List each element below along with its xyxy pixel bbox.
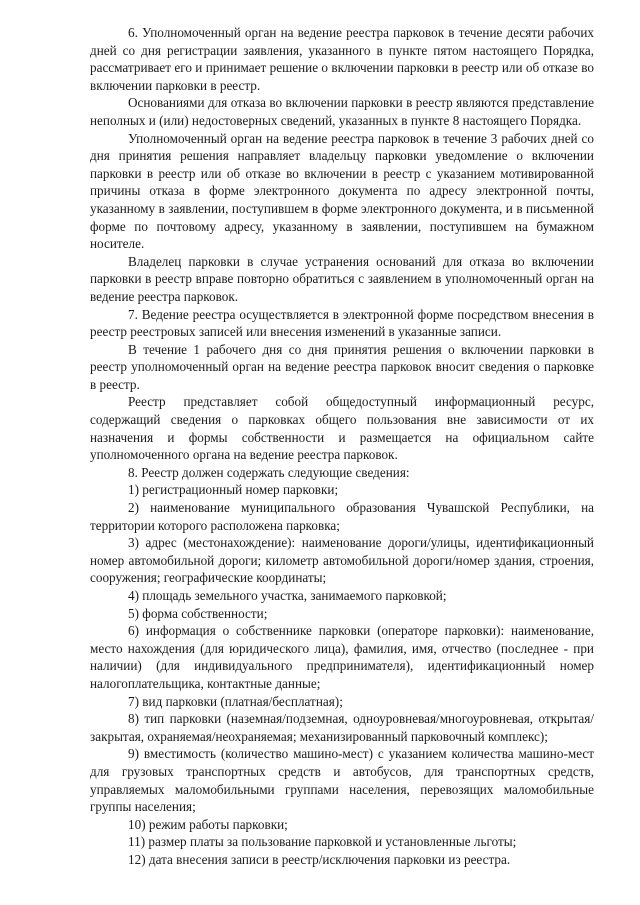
list-item-1: 1) регистрационный номер парковки;	[128, 482, 339, 498]
list-item-11: 11) размер платы за пользование парковкой и установленные льготы;	[128, 834, 517, 850]
list-item-4: 4) площадь земельного участка, занимаемого парковкой;	[128, 588, 447, 603]
list-item-3: 3) адрес (местонахождение): наименование дороги/улицы, идентификационный номер автомобильной дороги; километр автомобильной дороги/номер здания, строения, сооружения; географические координаты;	[90, 535, 594, 586]
list-item-10: 10) режим работы парковки;	[128, 816, 288, 832]
list-item-5: 5) форма собственности;	[128, 605, 268, 621]
paragraph-refusal-grounds: Основаниями для отказа во включении парковки в реестр являются представление неполных и (или) недостоверных сведений, указанных в пункте 8 настоящего Порядка.	[90, 95, 594, 128]
list-item-12: 12) дата внесения записи в реестр/исключения парковки из реестра.	[128, 851, 511, 867]
list-item-2: 2) наименование муниципального образования Чувашской Республики, на территории которого расположена парковка;	[90, 500, 594, 533]
paragraph-6-review-term: 6. Уполномоченный орган на ведение реестра парковок в течение десяти рабочих дней со дня регистрации заявления, указанного в пункте пятом настоящего Порядка, рассматривает его и принимает решение о включении парковки в реестр или об отказе во включении парковки в реестр.	[90, 25, 594, 93]
paragraph-notification: Уполномоченный орган на ведение реестра парковок в течение 3 рабочих дней со дня принятия решения направляет владельцу парковки уведомление о включении парковки в реестр или об отказе во включении в реестр с указанием мотивированной причины отказа в форме электронного документа по адресу электронной почты, указанному в заявлении, поступившем в форме электронного документа, и в письменной форме по почтовому адресу, указанному в заявлении, поступившем на бумажном носителе.	[90, 130, 594, 252]
paragraph-public-resource: Реестр представляет собой общедоступный информационный ресурс, содержащий сведения о парковках общего пользования вне зависимости от их назначения и формы собственности и размещается на официальном сайте уполномоченного органа на ведение реестра парковок.	[90, 394, 594, 463]
list-item-8: 8) тип парковки (наземная/подземная, одноуровневая/многоуровневая, открытая/закрытая, охраняемая/неохраняемая; механизированный парковочный комплекс);	[90, 711, 594, 744]
paragraph-8-contents-heading: 8. Реестр должен содержать следующие сведения:	[128, 464, 410, 480]
list-item-6: 6) информация о собственнике парковки (операторе парковки): наименование, место нахождения (для юридического лица), фамилия, имя, отчество (последнее - при наличии) (для индивидуального предпринимателя), идентификационный номер налогоплательщика, контактные данные;	[90, 623, 594, 691]
document-body	[90, 24, 594, 869]
list-item-7: 7) вид парковки (платная/бесплатная);	[128, 693, 343, 709]
paragraph-reapplication: Владелец парковки в случае устранения оснований для отказа во включении парковки в реестр вправе повторно обратиться с заявлением в уполномоченный орган на ведение реестра парковок.	[90, 253, 594, 304]
paragraph-7-registry-form: 7. Ведение реестра осуществляется в электронной форме посредством внесения в реестр реестровых записей или внесения изменений в указанные записи.	[90, 306, 594, 340]
paragraph-entry-term: В течение 1 рабочего дня со дня принятия решения о включении парковки в реестр уполномоченный орган на ведение реестра парковок вносит сведения о парковке в реестр.	[90, 341, 594, 392]
list-item-9: 9) вместимость (количество машино-мест) с указанием количества машино-мест для грузовых транспортных средств и автобусов, для транспортных средств, управляемых маломобильными группами населения, перевозящих маломобильные группы населения;	[90, 746, 594, 815]
